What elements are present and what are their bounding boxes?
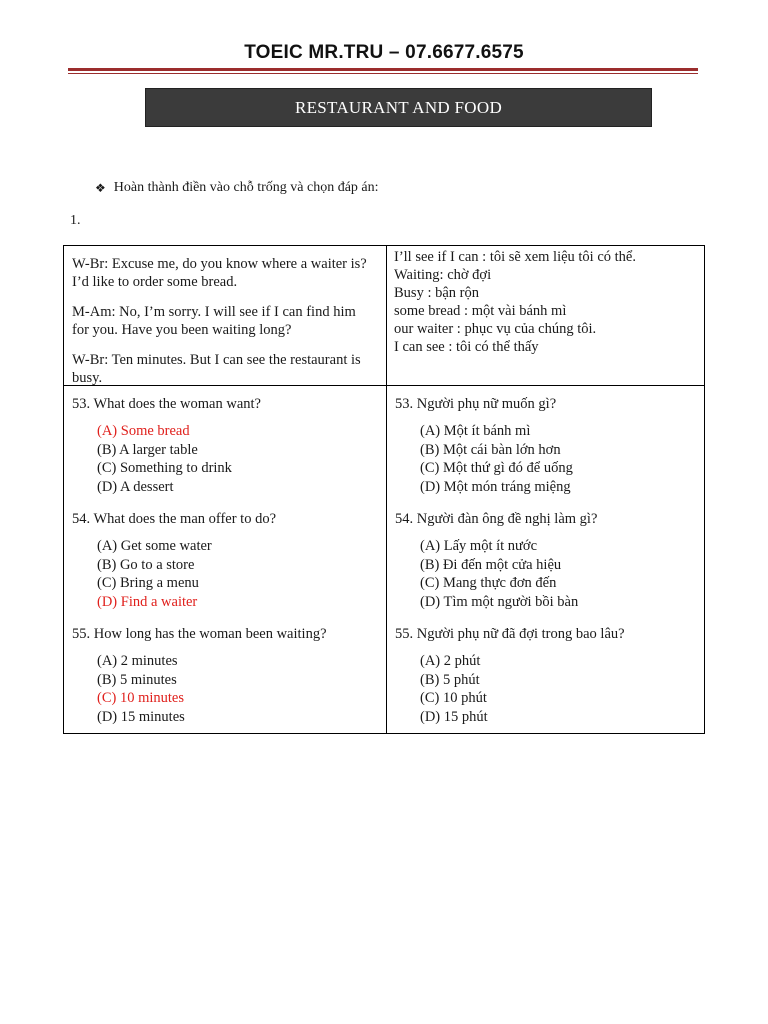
answer-option-correct: (C) 10 minutes <box>97 690 184 706</box>
vocab-cell <box>387 246 705 386</box>
questions-en-cell <box>64 386 387 734</box>
header-rule <box>68 68 698 71</box>
vocab-line: our waiter : phục vụ của chúng tôi. <box>394 321 597 337</box>
answer-option: (D) A dessert <box>97 478 174 495</box>
question-54-en <box>72 510 375 611</box>
page-header-title: TOEIC MR.TRU – 07.6677.6575 <box>244 42 524 63</box>
answer-option: (D) 15 minutes <box>97 708 185 725</box>
vocab-line: I’ll see if I can : tôi sẽ xem liệu tôi có thể. <box>394 249 636 265</box>
answer-option: (D) Tìm một người bồi bàn <box>420 593 579 610</box>
answer-option: (D) 15 phút <box>420 708 488 725</box>
transcript-cell <box>64 246 387 386</box>
topic-banner <box>145 88 652 127</box>
question-55-vi <box>395 625 693 726</box>
answer-option: (A) 2 minutes <box>97 653 178 669</box>
question-text: 55. Người phụ nữ đã đợi trong bao lâu? <box>395 626 625 642</box>
answer-option: (C) Một thứ gì đó để uống <box>420 460 573 476</box>
answer-option: (A) Get some water <box>97 538 212 554</box>
questions-vi-cell <box>387 386 705 734</box>
instruction-text: Hoàn thành điền vào chỗ trống và chọn đáp án: <box>113 180 379 195</box>
answer-option: (B) Một cái bàn lớn hơn <box>420 441 561 458</box>
vocab-line: Busy : bận rộn <box>394 285 479 301</box>
question-text: 54. What does the man offer to do? <box>72 511 277 527</box>
question-text: 53. Người phụ nữ muốn gì? <box>395 396 557 412</box>
instruction <box>95 180 379 196</box>
transcript-line: M-Am: No, I’m sorry. I will see if I can find him for you. Have you been waiting long? <box>72 304 356 338</box>
vocab-line: Waiting: chờ đợi <box>394 267 492 283</box>
answer-option: (B) 5 phút <box>420 671 480 688</box>
answer-option: (B) A larger table <box>97 441 198 458</box>
answer-option: (B) 5 minutes <box>97 671 177 688</box>
answer-option: (C) Something to drink <box>97 460 232 476</box>
table-row <box>64 386 705 734</box>
answer-option: (C) Bring a menu <box>97 575 199 591</box>
exercise-table <box>63 245 705 734</box>
header-rule-thin <box>68 73 698 74</box>
answer-option: (A) Một ít bánh mì <box>420 423 531 439</box>
question-53-vi <box>395 395 693 496</box>
answer-option: (B) Go to a store <box>97 556 195 573</box>
vocab-line: I can see : tôi có thể thấy <box>394 339 539 355</box>
question-55-en <box>72 625 375 726</box>
answer-option: (C) 10 phút <box>420 690 487 706</box>
question-text: 55. How long has the woman been waiting? <box>72 626 327 642</box>
item-number: 1. <box>70 213 81 228</box>
answer-option: (C) Mang thực đơn đến <box>420 575 557 591</box>
answer-option: (D) Một món tráng miệng <box>420 478 571 495</box>
bullet-diamond-icon: ❖ <box>95 180 106 195</box>
answer-option: (B) Đi đến một cửa hiệu <box>420 556 562 573</box>
transcript-line: W-Br: Ten minutes. But I can see the restaurant is busy. <box>72 352 361 386</box>
table-row <box>64 246 705 386</box>
question-text: 54. Người đàn ông đề nghị làm gì? <box>395 511 598 527</box>
vocab-line: some bread : một vài bánh mì <box>394 303 567 319</box>
answer-option: (A) Lấy một ít nước <box>420 538 537 554</box>
topic-title: RESTAURANT AND FOOD <box>294 97 503 117</box>
answer-option-correct: (D) Find a waiter <box>97 593 198 610</box>
question-text: 53. What does the woman want? <box>72 396 261 412</box>
answer-option: (A) 2 phút <box>420 653 481 669</box>
answer-option-correct: (A) Some bread <box>97 423 190 439</box>
question-54-vi <box>395 510 693 611</box>
transcript-line: W-Br: Excuse me, do you know where a waiter is? I’d like to order some bread. <box>72 256 367 290</box>
question-53-en <box>72 395 375 496</box>
